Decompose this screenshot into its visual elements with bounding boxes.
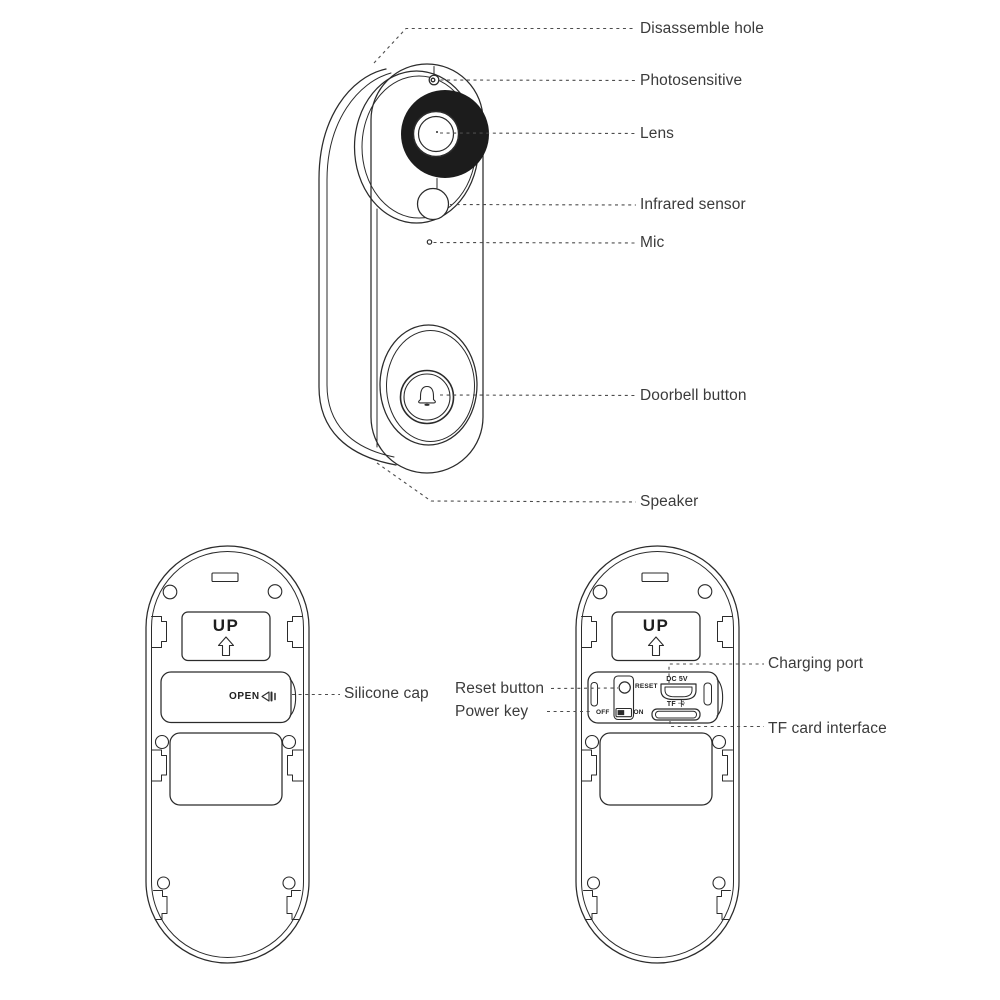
- callout-line-tf-card-interface: [670, 721, 764, 727]
- marking-open: OPEN: [229, 691, 260, 702]
- mounting-notches: [152, 617, 303, 920]
- marking-tf: TF 卡: [666, 700, 686, 708]
- battery-recess: [600, 733, 712, 805]
- screw-hole: [698, 585, 712, 599]
- bell-icon: [419, 387, 436, 406]
- screw-hole: [283, 736, 296, 749]
- screw-hole: [268, 585, 282, 599]
- label-reset-button: Reset button: [455, 680, 545, 697]
- up-arrow-icon: [649, 637, 664, 656]
- marking-dc-5v: DC 5V: [666, 676, 688, 683]
- label-doorbell-button: Doorbell button: [640, 387, 747, 404]
- marking-off: OFF: [596, 708, 610, 716]
- label-power-key: Power key: [455, 702, 529, 720]
- label-speaker: Speaker: [640, 493, 699, 510]
- callout-line-disassemble-hole: [374, 29, 636, 64]
- up-arrow-icon: [219, 637, 234, 656]
- label-tf-card-interface: TF card interface: [768, 719, 887, 737]
- mounting-notches: [582, 617, 733, 920]
- open-arrow-icon: [262, 692, 269, 701]
- screw-hole: [158, 877, 170, 889]
- screw-hole: [163, 585, 177, 599]
- power-switch-icon: [616, 709, 632, 717]
- front-view-illustration: [319, 64, 489, 473]
- screw-hole: [713, 736, 726, 749]
- screw-hole: [593, 585, 607, 599]
- back-view-left-illustration: [146, 546, 309, 963]
- charging-port-icon: [661, 684, 696, 700]
- label-charging-port: Charging port: [768, 655, 864, 672]
- infrared-sensor-icon: [418, 179, 449, 220]
- front-callout-lines: [374, 29, 636, 503]
- callout-line-doorbell-button: [440, 395, 636, 396]
- callout-line-speaker: [377, 463, 636, 502]
- battery-recess: [170, 733, 282, 805]
- screw-hole: [283, 877, 295, 889]
- label-disassemble-hole: Disassemble hole: [640, 20, 764, 37]
- screw-hole: [713, 877, 725, 889]
- callout-line-mic: [434, 243, 637, 244]
- marking-up-left: UP: [212, 616, 240, 635]
- lens-icon: [401, 90, 489, 178]
- label-silicone-cap: Silicone cap: [344, 685, 429, 702]
- hanging-slot: [642, 573, 668, 582]
- label-photosensitive: Photosensitive: [640, 72, 743, 89]
- screw-hole: [588, 877, 600, 889]
- callout-line-photosensitive: [441, 80, 637, 81]
- callout-line-infrared-sensor: [450, 205, 636, 206]
- back-view-right-illustration: [576, 546, 739, 963]
- label-infrared-sensor: Infrared sensor: [640, 196, 746, 213]
- screw-hole: [586, 736, 599, 749]
- marking-on: ON: [633, 708, 644, 716]
- label-lens: Lens: [640, 125, 675, 142]
- tf-card-slot-icon: [652, 709, 700, 720]
- doorbell-button-icon: [380, 325, 477, 445]
- callout-line-reset-button: [551, 688, 618, 689]
- marking-reset: RESET: [635, 682, 658, 690]
- mic-icon: [427, 240, 431, 244]
- hanging-slot: [212, 573, 238, 582]
- screw-hole: [156, 736, 169, 749]
- marking-up-right: UP: [642, 616, 670, 635]
- label-mic: Mic: [640, 234, 665, 251]
